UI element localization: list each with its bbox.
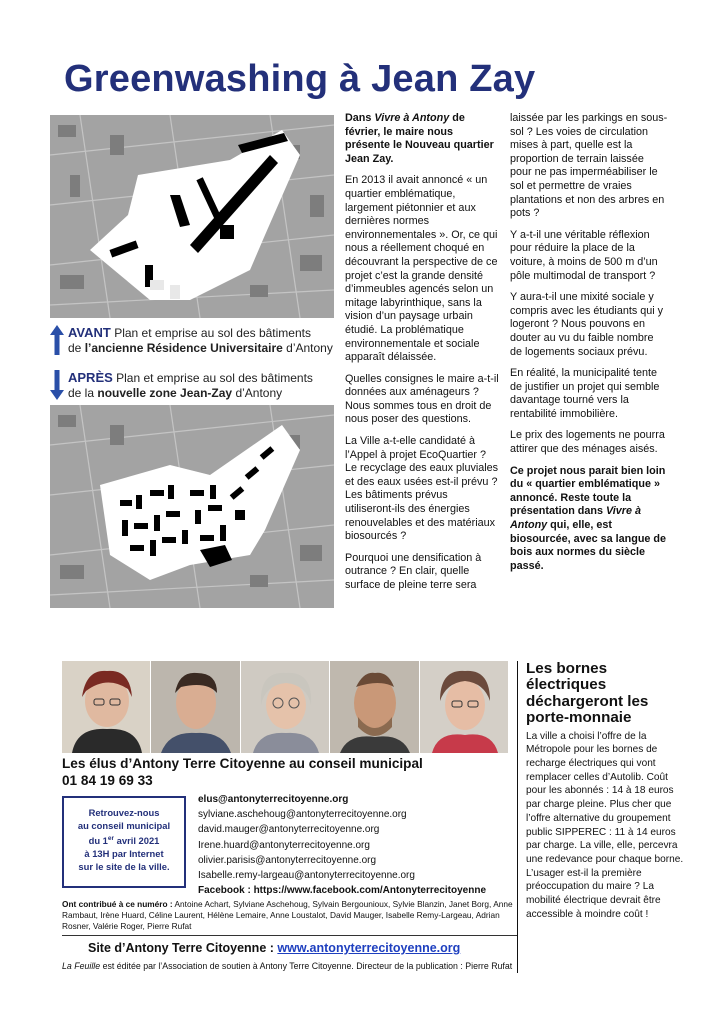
elus-photos bbox=[62, 661, 508, 753]
article-paragraph: Y aura-t-il une mixité sociale y compris avec les étudiants qui y logeront ? Nous pouvons en douter au vu du faible nombre de logements sociaux prévu. bbox=[510, 291, 664, 358]
article-conclusion: Ce projet nous parait bien loin du « quartier emblématique » annoncé. Reste toute la présentation dans Vivre à Antony qui, elle, est biosourcée, avec sa langue de bois aux normes du siècle passé. bbox=[510, 464, 667, 572]
sidebar-body: La ville a choisi l’offre de la Métropole pour les bornes de recharge électriques qui vont remplacer celles d’Autolib. Coût pour les abonnés : 14 à 18 euros par charge pleine. Plus cher que l’offre alternative du groupement public SIPPEREC : 11 à 14 euros par charge. La ville, elle, percevra une redevance pour chaque borne. L’usager est-il la première préoccupation du maire ? La mobilité électrique devrait être accessible à moindre coût ! bbox=[526, 730, 684, 920]
avant-label: AVANT bbox=[68, 325, 111, 340]
email-link[interactable]: david.mauger@antonyterrecitoyenne.org bbox=[198, 824, 380, 836]
article-column-1 bbox=[345, 112, 500, 642]
portrait-photo bbox=[62, 661, 151, 753]
publication-info: La Feuille est éditée par l’Association de soutien à Antony Terre Citoyenne. Directeur de la publication : Pierre Rufat bbox=[62, 961, 513, 971]
portrait-photo bbox=[151, 661, 240, 753]
facebook-link[interactable]: Facebook : https://www.facebook.com/Antonyterrecitoyenne bbox=[198, 885, 487, 897]
email-link[interactable]: olivier.parisis@antonyterrecitoyenne.org bbox=[198, 854, 377, 866]
article-paragraph: Pourquoi une densification à outrance ? En clair, quelle surface de pleine terre sera bbox=[345, 551, 482, 591]
portrait-photo bbox=[241, 661, 330, 753]
article-paragraph: En 2013 il avait annoncé « un quartier emblématique, largement piétonnier et aux dernières normes environnementales ». Or, ce qui nous a réellement choqué en découvrant la perspective de ce projet c’est la grande densité d’immeubles agencés selon un mitage labyrinthique, sans la vision d’un paysage urbain étudié. La problématique environnementale et sociale apparaît délaissée. bbox=[345, 174, 498, 364]
phone-number: 01 84 19 69 33 bbox=[62, 773, 153, 788]
arrow-up-icon bbox=[50, 325, 64, 355]
article-paragraph: laissée par les parkings en sous-sol ? Les voies de circulation mises à part, quelle est la proportion de terrain laissée pour ne pas imperméabiliser le sol et permettre de vraies plantations et non des arbres en pots ? bbox=[510, 112, 668, 220]
contributors: Ont contribué à ce numéro : Antoine Achart, Sylviane Aschehoug, Sylvain Bergounioux, Sylvie Blanzin, Janet Borg, Anne Rambaut, Irène Huard, Céline Laurent, Hélène Lemaire, Anne Loustalot, David Mauger, Isabelle Remy-Largeau, Adrian Rosner, Valérie Roger, Pierre Rufat bbox=[62, 899, 513, 932]
portrait-photo bbox=[330, 661, 419, 753]
website-link[interactable]: www.antonyterrecitoyenne.org bbox=[277, 941, 461, 955]
council-meeting-box: Retrouvez-nous au conseil municipal du 1er avril 2021 à 13H par Internet sur le site de la ville. bbox=[62, 796, 186, 888]
arrow-down-icon bbox=[50, 370, 64, 400]
email-link[interactable]: elus@antonyterrecitoyenne.org bbox=[198, 794, 349, 805]
email-link[interactable]: Isabelle.remy-largeau@antonyterrecitoyenne.org bbox=[198, 870, 415, 882]
apres-label: APRÈS bbox=[68, 370, 113, 385]
article-paragraph: Y a-t-il une véritable réflexion pour réduire la place de la voiture, à moins de 500 m d’un pôle multimodal de transport ? bbox=[510, 228, 658, 282]
article-paragraph: La Ville a-t-elle candidaté à l’Appel à projet EcoQuartier ? Le recyclage des eaux pluviales et des eaux usées est-il prévu ? Les bâtiments prévus utiliseront-ils des énergies renouvelables et des matériaux biosourcés ? bbox=[345, 435, 499, 543]
sidebar-title: Les bornes électriques déchargeront les porte-monnaie bbox=[526, 660, 649, 727]
portrait-photo bbox=[420, 661, 508, 753]
article-paragraph: En réalité, la municipalité tente de justifier un projet qui semble davantage tourné vers la rentabilité immobilière. bbox=[510, 367, 660, 420]
site-line: Site d’Antony Terre Citoyenne : www.antonyterrecitoyenne.org bbox=[88, 941, 461, 955]
article-column-2 bbox=[510, 112, 668, 642]
email-link[interactable]: Irene.huard@antonyterrecitoyenne.org bbox=[198, 839, 370, 851]
divider bbox=[62, 935, 517, 936]
article-intro: Dans Vivre à Antony de février, le maire nous présente le Nouveau quartier Jean Zay. bbox=[345, 112, 494, 165]
page-title: Greenwashing à Jean Zay bbox=[64, 58, 536, 100]
elus-title: Les élus d’Antony Terre Citoyenne au conseil municipal bbox=[62, 756, 423, 771]
article-paragraph: Quelles consignes le maire a-t-il données aux aménageurs ? Nous sommes tous en droit de nous poser des questions. bbox=[345, 372, 499, 426]
map-avant bbox=[50, 115, 334, 318]
contact-list bbox=[198, 792, 518, 898]
sidebar-article bbox=[517, 661, 685, 973]
map-apres bbox=[50, 405, 334, 608]
article-paragraph: Le prix des logements ne pourra attirer que des ménages aisés. bbox=[510, 429, 665, 456]
email-link[interactable]: sylviane.aschehoug@antonyterrecitoyenne.org bbox=[198, 809, 407, 821]
